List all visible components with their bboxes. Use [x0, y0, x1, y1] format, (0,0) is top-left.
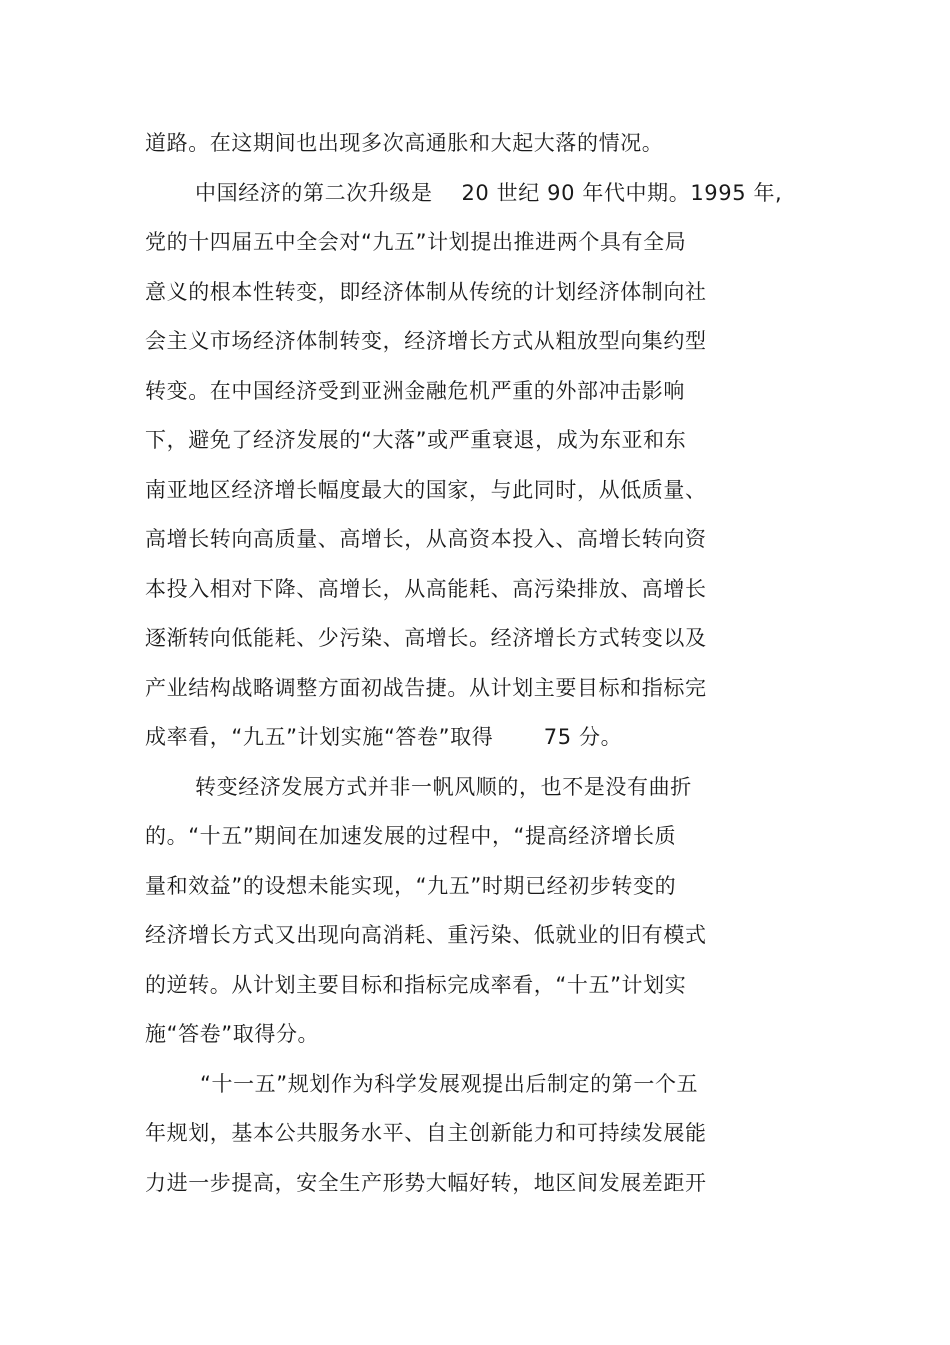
text-line: 成率看，“九五”计划实施“答卷”取得 75 分。: [145, 725, 623, 749]
text-line: 的逆转。从计划主要目标和指标完成率看，“十五”计划实: [145, 973, 687, 997]
text-line: 中国经济的第二次升级是 20 世纪 90 年代中期。1995 年,: [195, 181, 783, 205]
text-line: 量和效益”的设想未能实现，“九五”时期已经初步转变的: [145, 874, 677, 898]
text-line: 党的十四届五中全会对“九五”计划提出推进两个具有全局: [145, 230, 687, 254]
text-line: 高增长转向高质量、高增长，从高资本投入、高增长转向资: [145, 527, 707, 551]
text-line: 道路。在这期间也出现多次高通胀和大起大落的情况。: [145, 131, 664, 155]
text-line: 南亚地区经济增长幅度最大的国家，与此同时，从低质量、: [145, 478, 707, 502]
text-line: 转变。在中国经济受到亚洲金融危机严重的外部冲击影响: [145, 379, 685, 403]
text-line: 力进一步提高，安全生产形势大幅好转，地区间发展差距开: [145, 1171, 707, 1195]
text-line: 意义的根本性转变，即经济体制从传统的计划经济体制向社: [145, 280, 707, 304]
text-line: 经济增长方式又出现向高消耗、重污染、低就业的旧有模式: [145, 923, 707, 947]
text-line: 逐渐转向低能耗、少污染、高增长。经济增长方式转变以及: [145, 626, 707, 650]
text-line: 施“答卷”取得分。: [145, 1022, 320, 1046]
text-line: 年规划，基本公共服务水平、自主创新能力和可持续发展能: [145, 1121, 707, 1145]
text-line: 会主义市场经济体制转变，经济增长方式从粗放型向集约型: [145, 329, 707, 353]
text-line: 产业结构战略调整方面初战告捷。从计划主要目标和指标完: [145, 676, 707, 700]
text-line: 本投入相对下降、高增长，从高能耗、高污染排放、高增长: [145, 577, 707, 601]
text-line: 下，避免了经济发展的“大落”或严重衰退，成为东亚和东: [145, 428, 687, 452]
text-line: “十一五”规划作为科学发展观提出后制定的第一个五: [200, 1072, 699, 1096]
text-line: 转变经济发展方式并非一帆风顺的，也不是没有曲折: [195, 775, 692, 799]
text-line: 的。“十五”期间在加速发展的过程中，“提高经济增长质: [145, 824, 677, 848]
